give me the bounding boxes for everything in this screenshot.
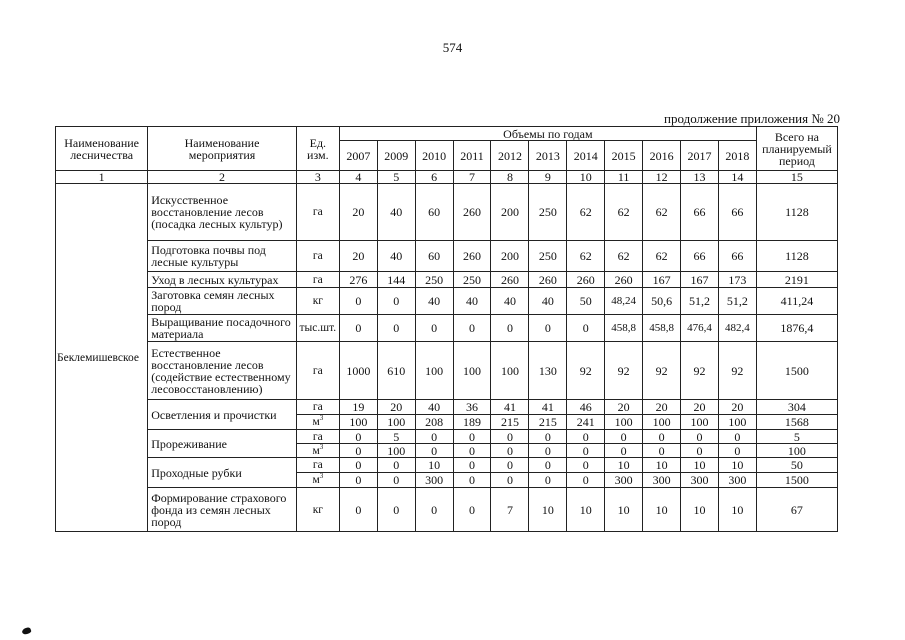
unit-cell: [296, 272, 339, 288]
value-cell: 48,24: [605, 288, 643, 315]
value-cell: 0: [339, 315, 377, 342]
value-cell: 0: [491, 473, 529, 488]
value-cell: 476,4: [681, 315, 719, 342]
value-cell: 0: [605, 430, 643, 444]
value-cell: 100: [339, 415, 377, 430]
unit-text: га: [312, 250, 323, 262]
value-cell: 200: [491, 184, 529, 241]
unit-text: га: [312, 206, 323, 218]
value-cell: 0: [529, 473, 567, 488]
value-cell: 62: [605, 184, 643, 241]
value-cell: 0: [377, 288, 415, 315]
value-cell: 0: [377, 473, 415, 488]
unit-text: га: [312, 364, 323, 377]
value-cell: 20: [339, 184, 377, 241]
unit-cell: [296, 444, 339, 458]
unit-text: м: [312, 474, 320, 486]
unit-text: га: [312, 459, 323, 471]
value-cell: 144: [377, 272, 415, 288]
value-cell: 92: [605, 342, 643, 400]
value-cell: 260: [605, 272, 643, 288]
unit-cell: [296, 415, 339, 430]
value-cell: 51,2: [681, 288, 719, 315]
value-cell: 92: [681, 342, 719, 400]
appendix-note: продолжение приложения № 20: [664, 111, 840, 126]
value-cell: 0: [718, 430, 756, 444]
value-cell: 40: [377, 241, 415, 272]
value-cell: 0: [377, 315, 415, 342]
value-cell: 0: [681, 430, 719, 444]
value-cell: 60: [415, 241, 453, 272]
value-cell: 0: [567, 430, 605, 444]
value-cell: 60: [415, 184, 453, 241]
value-cell: 0: [339, 473, 377, 488]
value-cell: 0: [718, 444, 756, 458]
value-cell: 100: [681, 415, 719, 430]
header-volumes: Объемы по годам: [339, 127, 756, 141]
value-cell: 0: [453, 473, 491, 488]
table-row: [56, 400, 838, 415]
value-cell: 260: [529, 272, 567, 288]
value-cell: 189: [453, 415, 491, 430]
column-number: 5: [377, 171, 415, 184]
value-cell: 62: [643, 241, 681, 272]
measure-name: Прореживание: [148, 430, 297, 458]
total-cell: 1500: [756, 473, 837, 488]
measure-name: Уход в лесных культурах: [148, 272, 297, 288]
unit-text: га: [312, 430, 323, 443]
value-cell: 46: [567, 400, 605, 415]
value-cell: 241: [567, 415, 605, 430]
value-cell: 10: [643, 488, 681, 532]
value-cell: 10: [681, 458, 719, 473]
header-year: 2009: [377, 141, 415, 171]
value-cell: 0: [491, 444, 529, 458]
total-cell: 304: [756, 400, 837, 415]
value-cell: 66: [718, 184, 756, 241]
value-cell: 260: [567, 272, 605, 288]
value-cell: 130: [529, 342, 567, 400]
value-cell: 0: [567, 444, 605, 458]
table-row: [56, 342, 838, 400]
unit-cell: [296, 488, 339, 532]
column-number: 1: [56, 171, 148, 184]
value-cell: 100: [377, 444, 415, 458]
measure-name: Естественное восстановление лесов (содействие естественному лесовосстановлению): [148, 342, 297, 400]
column-number: 6: [415, 171, 453, 184]
total-cell: 1128: [756, 184, 837, 241]
unit-text: м: [312, 444, 320, 457]
value-cell: 40: [529, 288, 567, 315]
value-cell: 0: [415, 488, 453, 532]
unit-superscript: 3: [319, 472, 324, 481]
value-cell: 250: [453, 272, 491, 288]
value-cell: 100: [491, 342, 529, 400]
table-row: [56, 488, 838, 532]
value-cell: 10: [605, 458, 643, 473]
value-cell: 41: [491, 400, 529, 415]
unit-text: га: [312, 273, 323, 286]
value-cell: 0: [339, 288, 377, 315]
value-cell: 100: [718, 415, 756, 430]
header-unit: Ед. изм.: [296, 127, 339, 171]
value-cell: 276: [339, 272, 377, 288]
unit-cell: [296, 315, 339, 342]
column-number: 15: [756, 171, 837, 184]
value-cell: 1000: [339, 342, 377, 400]
value-cell: 167: [681, 272, 719, 288]
total-cell: 67: [756, 488, 837, 532]
value-cell: 0: [453, 488, 491, 532]
table-row: [56, 184, 838, 241]
header-year: 2017: [681, 141, 719, 171]
value-cell: 0: [529, 444, 567, 458]
header-year: 2013: [529, 141, 567, 171]
value-cell: 482,4: [718, 315, 756, 342]
unit-superscript: 3: [319, 414, 324, 423]
table-row: [56, 315, 838, 342]
unit-text: кг: [312, 295, 323, 307]
value-cell: 0: [415, 444, 453, 458]
header-year: 2014: [567, 141, 605, 171]
header-year: 2016: [643, 141, 681, 171]
value-cell: 40: [491, 288, 529, 315]
value-cell: 458,8: [605, 315, 643, 342]
value-cell: 100: [643, 415, 681, 430]
value-cell: 50: [567, 288, 605, 315]
measure-name: Формирование страхового фонда из семян лесных пород: [148, 488, 297, 532]
value-cell: 173: [718, 272, 756, 288]
value-cell: 100: [415, 342, 453, 400]
value-cell: 92: [567, 342, 605, 400]
value-cell: 66: [681, 241, 719, 272]
value-cell: 40: [415, 288, 453, 315]
value-cell: 300: [681, 473, 719, 488]
value-cell: 0: [491, 315, 529, 342]
table-row: [56, 288, 838, 315]
total-cell: 1568: [756, 415, 837, 430]
header-year: 2010: [415, 141, 453, 171]
unit-cell: [296, 184, 339, 241]
total-cell: 5: [756, 430, 837, 444]
value-cell: 260: [453, 241, 491, 272]
value-cell: 0: [567, 315, 605, 342]
total-cell: 1876,4: [756, 315, 837, 342]
header-year: 2011: [453, 141, 491, 171]
unit-text: кг: [312, 503, 323, 516]
value-cell: 250: [415, 272, 453, 288]
value-cell: 92: [718, 342, 756, 400]
header-forestry: Наименование лесничества: [56, 127, 148, 171]
value-cell: 100: [605, 415, 643, 430]
value-cell: 10: [643, 458, 681, 473]
unit-cell: [296, 430, 339, 444]
value-cell: 0: [529, 458, 567, 473]
column-number: 14: [718, 171, 756, 184]
total-cell: 411,24: [756, 288, 837, 315]
header-total: Всего на планируемый период: [756, 127, 837, 171]
value-cell: 167: [643, 272, 681, 288]
value-cell: 0: [491, 458, 529, 473]
forestry-name: Беклемишевское: [56, 184, 148, 532]
measure-name: Подготовка почвы под лесные культуры: [148, 241, 297, 272]
header-measure: Наименование мероприятия: [148, 127, 297, 171]
value-cell: 215: [491, 415, 529, 430]
column-number: 9: [529, 171, 567, 184]
value-cell: 200: [491, 241, 529, 272]
measure-name: Проходные рубки: [148, 458, 297, 488]
value-cell: 260: [491, 272, 529, 288]
value-cell: 62: [605, 241, 643, 272]
unit-text: га: [312, 401, 323, 413]
value-cell: 300: [415, 473, 453, 488]
value-cell: 10: [415, 458, 453, 473]
value-cell: 0: [491, 430, 529, 444]
value-cell: 51,2: [718, 288, 756, 315]
value-cell: 0: [377, 488, 415, 532]
column-number: 7: [453, 171, 491, 184]
unit-text: м: [312, 416, 320, 428]
column-number: 2: [148, 171, 297, 184]
unit-cell: [296, 288, 339, 315]
total-cell: 2191: [756, 272, 837, 288]
value-cell: 0: [605, 444, 643, 458]
header-year: 2018: [718, 141, 756, 171]
value-cell: 50,6: [643, 288, 681, 315]
header-year: 2007: [339, 141, 377, 171]
measure-name: Искусственное восстановление лесов (посадка лесных культур): [148, 184, 297, 241]
value-cell: 300: [643, 473, 681, 488]
value-cell: 20: [643, 400, 681, 415]
value-cell: 92: [643, 342, 681, 400]
value-cell: 0: [529, 315, 567, 342]
value-cell: 10: [681, 488, 719, 532]
value-cell: 66: [681, 184, 719, 241]
value-cell: 20: [339, 241, 377, 272]
value-cell: 10: [605, 488, 643, 532]
value-cell: 7: [491, 488, 529, 532]
value-cell: 10: [718, 488, 756, 532]
volumes-table: [55, 126, 838, 532]
total-cell: 1500: [756, 342, 837, 400]
value-cell: 0: [415, 430, 453, 444]
value-cell: 0: [681, 444, 719, 458]
value-cell: 0: [453, 444, 491, 458]
value-cell: 300: [605, 473, 643, 488]
unit-cell: [296, 473, 339, 488]
value-cell: 215: [529, 415, 567, 430]
value-cell: 208: [415, 415, 453, 430]
value-cell: 0: [643, 430, 681, 444]
table-row: [56, 241, 838, 272]
value-cell: 20: [681, 400, 719, 415]
measure-name: Заготовка семян лесных пород: [148, 288, 297, 315]
value-cell: 250: [529, 241, 567, 272]
value-cell: 250: [529, 184, 567, 241]
column-number: 13: [681, 171, 719, 184]
measure-name: Выращивание посадочного материала: [148, 315, 297, 342]
total-cell: 100: [756, 444, 837, 458]
unit-cell: [296, 458, 339, 473]
column-number: 12: [643, 171, 681, 184]
unit-cell: [296, 342, 339, 400]
value-cell: 19: [339, 400, 377, 415]
table-row: [56, 430, 838, 444]
value-cell: 0: [643, 444, 681, 458]
value-cell: 66: [718, 241, 756, 272]
ink-spot: [21, 627, 32, 636]
value-cell: 5: [377, 430, 415, 444]
value-cell: 0: [339, 458, 377, 473]
unit-text: тыс.шт.: [299, 322, 337, 334]
value-cell: 610: [377, 342, 415, 400]
value-cell: 0: [339, 430, 377, 444]
value-cell: 0: [453, 315, 491, 342]
page-number: 574: [442, 40, 463, 55]
column-number: 3: [296, 171, 339, 184]
value-cell: 0: [453, 458, 491, 473]
value-cell: 0: [415, 315, 453, 342]
value-cell: 20: [605, 400, 643, 415]
value-cell: 300: [718, 473, 756, 488]
value-cell: 10: [567, 488, 605, 532]
value-cell: 40: [415, 400, 453, 415]
header-year: 2012: [491, 141, 529, 171]
value-cell: 260: [453, 184, 491, 241]
value-cell: 41: [529, 400, 567, 415]
value-cell: 40: [377, 184, 415, 241]
value-cell: 0: [377, 458, 415, 473]
value-cell: 62: [643, 184, 681, 241]
value-cell: 0: [529, 430, 567, 444]
table-row: [56, 272, 838, 288]
value-cell: 20: [377, 400, 415, 415]
unit-cell: [296, 241, 339, 272]
table-row: [56, 458, 838, 473]
value-cell: 40: [453, 288, 491, 315]
value-cell: 0: [453, 430, 491, 444]
unit-cell: [296, 400, 339, 415]
value-cell: 62: [567, 184, 605, 241]
value-cell: 100: [377, 415, 415, 430]
value-cell: 20: [718, 400, 756, 415]
value-cell: 0: [339, 488, 377, 532]
value-cell: 62: [567, 241, 605, 272]
total-cell: 1128: [756, 241, 837, 272]
total-cell: 50: [756, 458, 837, 473]
value-cell: 10: [718, 458, 756, 473]
value-cell: 458,8: [643, 315, 681, 342]
value-cell: 36: [453, 400, 491, 415]
value-cell: 0: [567, 458, 605, 473]
value-cell: 10: [529, 488, 567, 532]
unit-superscript: 3: [319, 443, 324, 451]
column-number: 8: [491, 171, 529, 184]
column-number: 10: [567, 171, 605, 184]
column-number: 11: [605, 171, 643, 184]
column-number: 4: [339, 171, 377, 184]
header-year: 2015: [605, 141, 643, 171]
value-cell: 0: [567, 473, 605, 488]
value-cell: 100: [453, 342, 491, 400]
value-cell: 0: [339, 444, 377, 458]
measure-name: Осветления и прочистки: [148, 400, 297, 430]
